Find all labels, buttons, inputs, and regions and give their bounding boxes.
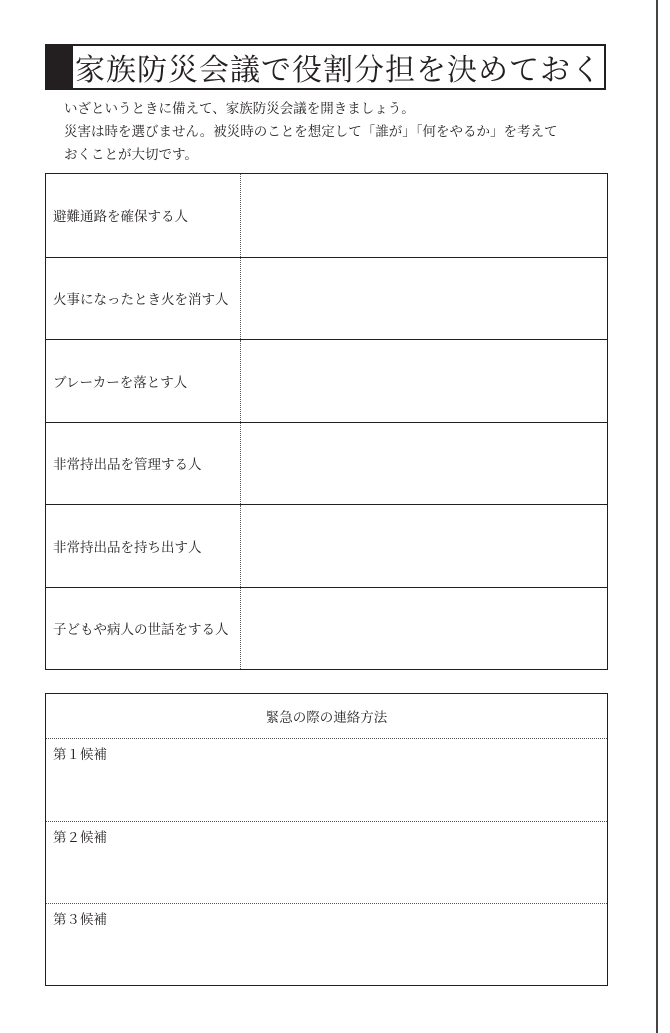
- page-edge-line: [656, 0, 658, 1033]
- role-label: 避難通路を確保する人: [46, 174, 241, 257]
- page-title: 家族防災会議で役割分担を決めておく: [75, 53, 602, 88]
- role-assignee-field[interactable]: [241, 258, 607, 340]
- role-assignee-field[interactable]: [241, 588, 607, 670]
- title-accent-bar: [47, 46, 73, 88]
- role-label: 火事になったとき火を消す人: [46, 258, 241, 340]
- contact-candidate-field[interactable]: [46, 903, 607, 985]
- role-row: [46, 504, 607, 587]
- role-label: 非常持出品を持ち出す人: [46, 505, 241, 587]
- role-assignee-field[interactable]: [241, 340, 607, 422]
- role-label: 非常持出品を管理する人: [46, 423, 241, 505]
- intro-text: [64, 98, 624, 167]
- candidate-label: 第２候補: [53, 830, 107, 846]
- contact-table-header: 緊急の際の連絡方法: [46, 694, 607, 739]
- role-label: ブレーカーを落とす人: [46, 340, 241, 422]
- roles-table: [45, 173, 608, 670]
- role-row: [46, 587, 607, 670]
- role-row: [46, 257, 607, 340]
- role-row: [46, 339, 607, 422]
- role-assignee-field[interactable]: [241, 505, 607, 587]
- intro-line-1: いざというときに備えて、家族防災会議を開きましょう。: [64, 101, 415, 117]
- emergency-contact-table: [45, 693, 608, 986]
- contact-candidate-field[interactable]: [46, 739, 607, 821]
- role-assignee-field[interactable]: [241, 423, 607, 505]
- contact-candidate-field[interactable]: [46, 821, 607, 903]
- title-banner: [45, 44, 606, 90]
- role-assignee-field[interactable]: [241, 174, 607, 257]
- role-row: [46, 174, 607, 257]
- role-label: 子どもや病人の世話をする人: [46, 588, 241, 670]
- candidate-label: 第１候補: [53, 747, 107, 763]
- intro-line-3: おくことが大切です。: [64, 147, 198, 163]
- intro-line-2: 災害は時を選びません。被災時のことを想定して「誰が」「何をやるか」を考えて: [64, 124, 558, 140]
- candidate-label: 第３候補: [53, 912, 107, 928]
- role-row: [46, 422, 607, 505]
